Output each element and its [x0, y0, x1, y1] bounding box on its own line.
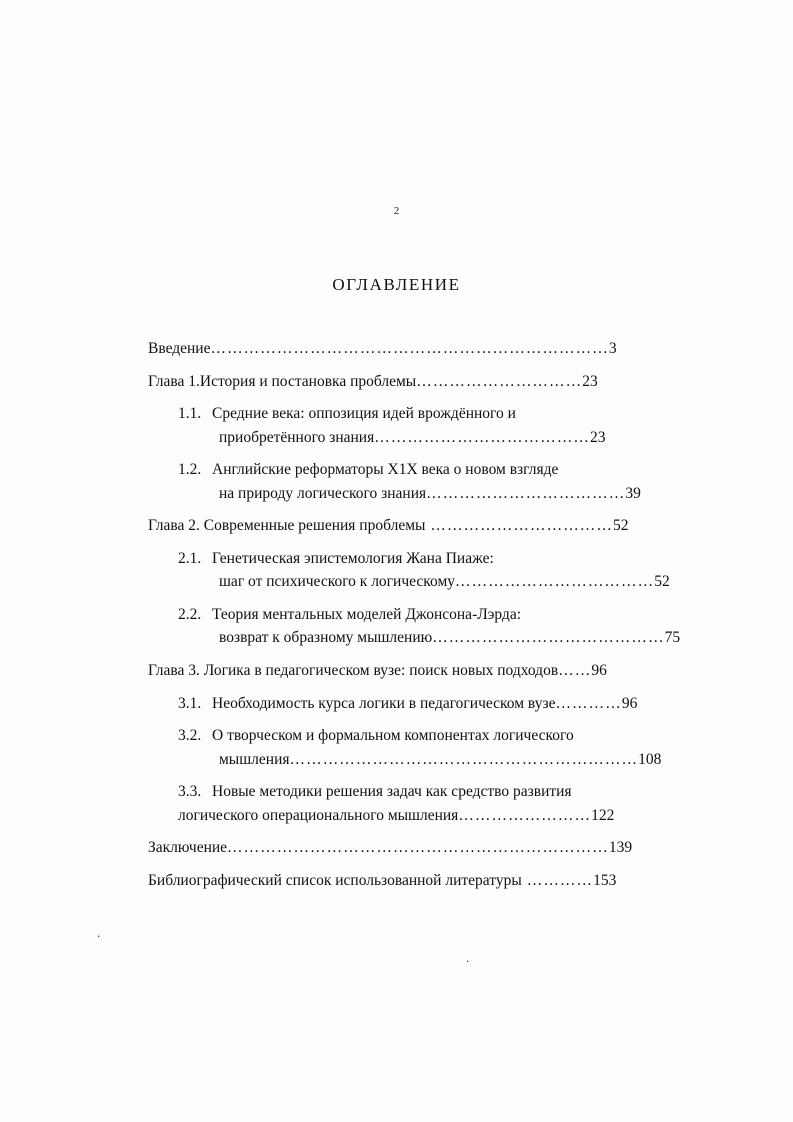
stray-mark-center: . — [466, 950, 470, 965]
toc-entry-title: Генетическая эпистемология Жана Пиаже: — [212, 549, 494, 567]
toc-entry-page: 52 — [654, 573, 670, 591]
toc-entry[interactable] — [148, 514, 721, 538]
toc-entry-page: 96 — [621, 694, 638, 712]
toc-leader-dots: …………………… — [458, 806, 592, 824]
toc-entry-number: 3.2. — [178, 727, 202, 745]
toc-entry-title: логического операционального мышления — [178, 806, 459, 824]
toc-entry-title: шаг от психического к логическому — [219, 573, 456, 591]
toc-entry-page: 108 — [638, 750, 662, 768]
toc-entry-line — [178, 780, 721, 804]
toc-entry-title: возврат к образному мышлению — [219, 629, 433, 647]
toc-entry[interactable] — [148, 659, 721, 683]
toc-entry-line — [148, 337, 721, 361]
toc-entry-title: Новые методики решения задач как средство развития — [212, 783, 572, 801]
toc-entry-line — [178, 570, 721, 594]
toc-entry-title: Средние века: оппозиция идей врождённого и — [212, 405, 516, 423]
toc-entry[interactable] — [148, 337, 721, 361]
toc-entry-page: 153 — [593, 871, 617, 889]
toc-entry-number: 2.1. — [178, 549, 202, 567]
toc-entry-title: на природу логического знания — [219, 484, 427, 502]
toc-entry-line — [178, 724, 721, 748]
toc-entry[interactable] — [148, 724, 721, 771]
toc-entry-title: Глава 2. Современные решения проблемы — [148, 517, 426, 535]
toc-entry-line — [148, 514, 721, 538]
toc-leader-dots: …… — [558, 662, 592, 680]
toc-entry-title: Теория ментальных моделей Джонсона-Лэрда: — [212, 605, 522, 623]
toc-leader-dots: ……………………………………………………………… — [210, 340, 609, 357]
toc-entry-title: Введение — [148, 340, 211, 357]
toc-entry-line — [178, 426, 721, 450]
toc-leader-dots: …………………………………… — [432, 629, 665, 647]
toc-entry-title: мышления — [219, 750, 290, 768]
toc-entry-line — [148, 370, 721, 394]
toc-entry-line — [148, 836, 721, 860]
toc-entry-page: 122 — [591, 806, 615, 824]
toc-leader-dots: ……………………………… — [426, 484, 626, 502]
toc-entry-page: 23 — [582, 372, 598, 390]
table-of-contents — [148, 337, 721, 901]
page-title: ОГЛАВЛЕНИЕ — [332, 275, 461, 294]
toc-entry-line — [178, 482, 721, 506]
toc-entry-number: 2.2. — [178, 605, 202, 623]
toc-entry-line — [178, 402, 721, 426]
toc-entry-page: 39 — [625, 484, 641, 502]
toc-entry-page: 96 — [591, 662, 607, 680]
toc-entry-title: Заключение — [148, 839, 228, 857]
toc-entry-number: 1.1. — [178, 405, 202, 423]
toc-leader-dots: …………………………… — [425, 517, 614, 535]
toc-entry-page: 3 — [608, 340, 617, 357]
toc-entry-number: 3.3. — [178, 783, 202, 801]
toc-entry-page: 139 — [608, 839, 633, 857]
toc-entry[interactable] — [148, 458, 721, 505]
toc-entry-line — [178, 748, 721, 772]
toc-entry-line — [148, 659, 721, 683]
toc-entry-page: 75 — [664, 629, 681, 647]
toc-entry-title: Необходимость курса логики в педагогическом вузе — [212, 694, 556, 712]
toc-leader-dots: ………… — [555, 694, 622, 712]
toc-entry-line — [178, 804, 721, 828]
toc-entry-line — [178, 547, 721, 571]
toc-entry-title: Библиографический список использованной литературы — [148, 871, 522, 889]
toc-entry-number: 3.1. — [178, 694, 202, 712]
toc-entry[interactable] — [148, 402, 721, 449]
toc-entry-page: 23 — [590, 428, 606, 446]
toc-entry-title: Английские реформаторы Х1Х века о новом взгляде — [212, 461, 559, 479]
toc-entry-line — [178, 692, 721, 716]
toc-entry-number: 1.2. — [178, 461, 202, 479]
toc-entry[interactable] — [148, 603, 721, 650]
stray-mark-left: . — [97, 925, 101, 940]
toc-entry-line — [148, 869, 721, 893]
toc-entry[interactable] — [148, 836, 721, 860]
toc-entry-page: 52 — [613, 517, 629, 535]
toc-entry-title: приобретённого знания — [219, 428, 375, 446]
toc-leader-dots: ………………………………… — [374, 428, 591, 446]
toc-leader-dots: …………………………………………………………… — [227, 839, 609, 857]
toc-entry-title: Глава 3. Логика в педагогическом вузе: поиск новых подходов — [148, 662, 559, 680]
toc-entry-line — [178, 626, 721, 650]
toc-entry[interactable] — [148, 780, 721, 827]
toc-entry-line — [178, 458, 721, 482]
toc-leader-dots: ……………………………… — [455, 573, 655, 591]
toc-entry-line — [178, 603, 721, 627]
toc-entry[interactable] — [148, 370, 721, 394]
toc-entry-title: О творческом и формальном компонентах логического — [212, 727, 574, 745]
toc-leader-dots: ………… — [521, 871, 594, 889]
toc-entry[interactable] — [148, 869, 721, 893]
toc-entry-title: Глава 1.История и постановка проблемы — [148, 372, 417, 390]
toc-entry[interactable] — [148, 692, 721, 716]
toc-leader-dots: ………………………… — [416, 372, 583, 390]
page-number: 2 — [393, 205, 400, 217]
toc-entry[interactable] — [148, 547, 721, 594]
toc-leader-dots: ……………………………………………………… — [289, 750, 639, 768]
